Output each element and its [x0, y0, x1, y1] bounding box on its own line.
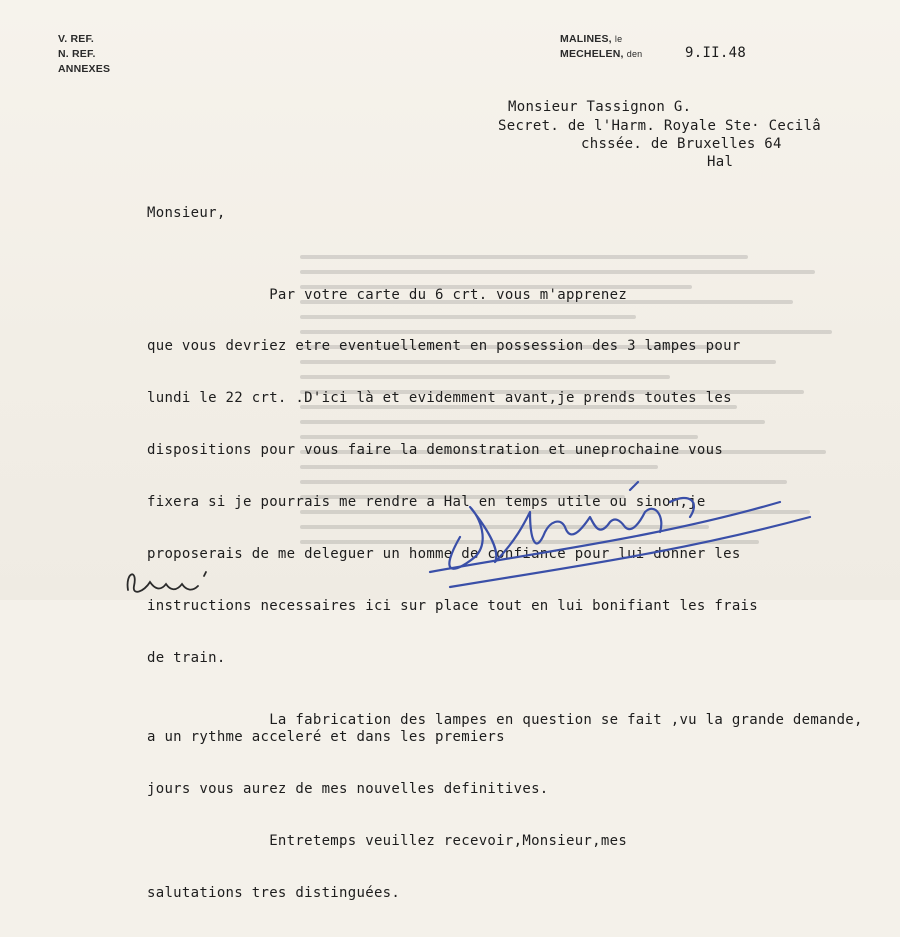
body-line: fixera si je pourrais me rendre a Hal en temps utile ou sinon,je	[147, 494, 706, 511]
body-line: de train.	[147, 649, 226, 666]
body-line: lundi le 22 crt. .D'ici là et evidemment avant,je prends toutes les	[147, 390, 732, 407]
body-line: instructions necessaires ici sur place tout en lui bonifiant les frais	[147, 597, 759, 614]
signature	[420, 462, 820, 592]
recipient-title: Secret. de l'Harm. Royale Ste· Cecilâ	[498, 118, 821, 134]
initials-mark	[120, 562, 230, 602]
place-fr-suffix: le	[614, 34, 623, 44]
letter-date: 9.II.48	[685, 45, 747, 61]
recipient-name: Monsieur Tassignon G.	[508, 99, 692, 115]
body-line: jours vous aurez de mes nouvelles definitives.	[147, 780, 549, 797]
body-line: Par votre carte du 6 crt. vous m'apprenez	[147, 286, 628, 303]
place-fr: MALINES,	[560, 33, 612, 45]
reference-block	[58, 32, 110, 77]
our-ref-label: N. REF.	[58, 48, 96, 60]
body-line: salutations tres distinguées.	[147, 884, 401, 901]
body-line: La fabrication des lampes en question se fait ,vu la grande demande, a un rythme acceleré et dans les premiers	[147, 711, 872, 746]
your-ref-label: V. REF.	[58, 33, 95, 45]
letter-body	[147, 252, 872, 937]
place-nl-suffix: den	[626, 49, 643, 59]
recipient-street: chssée. de Bruxelles 64	[581, 136, 782, 152]
place-block	[560, 32, 642, 62]
body-line: Entretemps veuillez recevoir,Monsieur,mes	[147, 832, 628, 849]
body-line: dispositions pour vous faire la demonstration et uneprochaine vous	[147, 442, 724, 459]
place-nl: MECHELEN,	[560, 48, 624, 60]
annexes-label: ANNEXES	[58, 63, 111, 75]
recipient-city: Hal	[707, 154, 734, 170]
body-line: proposerais de me deleguer un homme de confiance pour lui donner les	[147, 546, 741, 563]
body-line: que vous devriez etre eventuellement en possession des 3 lampes pour	[147, 338, 741, 355]
salutation: Monsieur,	[147, 205, 226, 221]
